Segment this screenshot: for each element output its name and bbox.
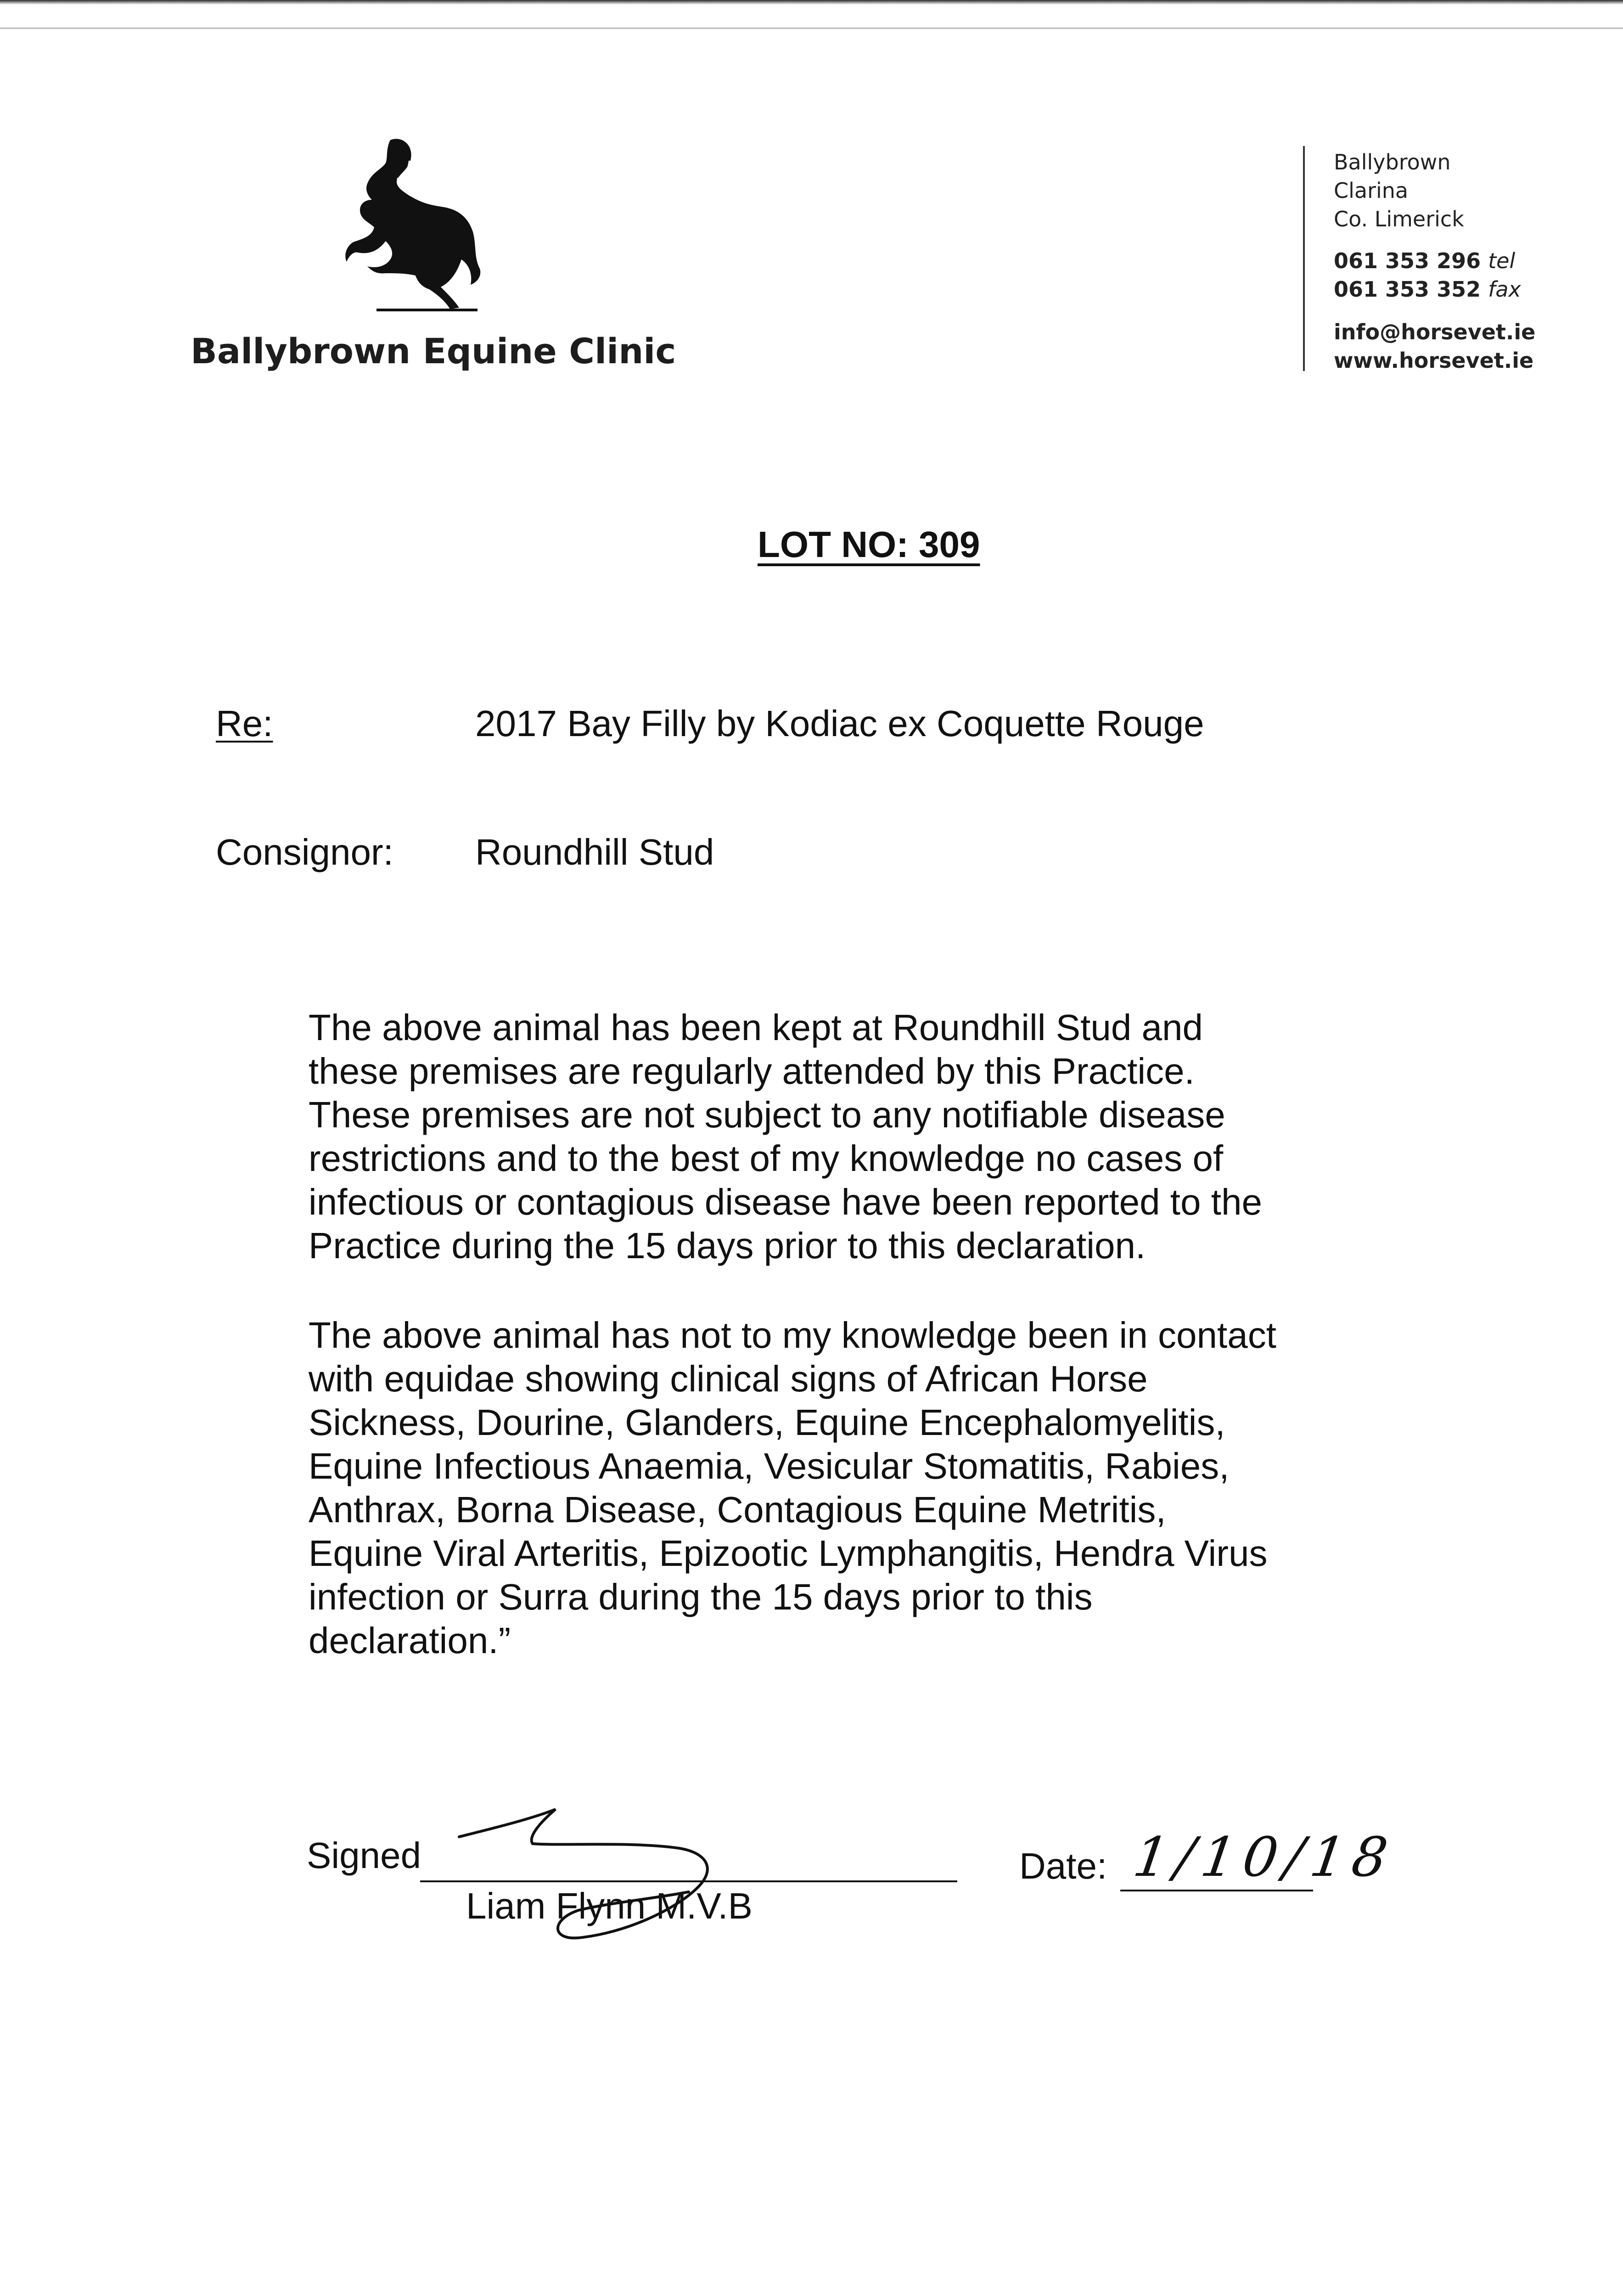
fax-line — [1334, 279, 1521, 300]
address-line-2: Clarina — [1334, 178, 1409, 203]
handwritten-signature-icon — [441, 1800, 771, 1956]
re-label: Re: — [216, 703, 273, 744]
re-value: 2017 Bay Filly by Kodiac ex Coquette Rouge — [475, 703, 1204, 744]
tel-line — [1334, 250, 1515, 271]
tel-number: 061 353 296 — [1334, 248, 1481, 273]
contact-divider — [1303, 146, 1305, 371]
tel-label: tel — [1488, 248, 1516, 273]
scan-edge-line — [0, 28, 1623, 29]
scan-edge-top — [0, 0, 1623, 5]
consignor-label: Consignor: — [216, 832, 393, 872]
clinic-name: Ballybrown Equine Clinic — [191, 331, 676, 371]
date-label: Date: — [1019, 1846, 1107, 1886]
rearing-horse-logo-icon — [321, 135, 496, 315]
address-line-1: Ballybrown — [1334, 150, 1451, 174]
website[interactable]: www.horsevet.ie — [1334, 348, 1534, 373]
address-line-3: Co. Limerick — [1334, 207, 1464, 231]
consignor-value: Roundhill Stud — [475, 832, 714, 872]
fax-label: fax — [1488, 277, 1521, 302]
date-line — [1120, 1890, 1313, 1891]
declaration-paragraph-2: The above animal has not to my knowledge been in contact with equidae showing clinical signs of African Horse Sickness, Dourine, Glanders, Equine Encephalomyelitis, Equine Infectious Anaemia, Vesicular Stomatitis, Rabies, Anthrax, Borna Disease, Contagious Equine Metritis, Equine Viral Arteritis, Epizootic Lymphangitis, Hendra Virus infection or Surra during the 15 days prior to this declaration.” — [309, 1315, 1276, 1661]
email[interactable]: info@horsevet.ie — [1334, 320, 1536, 344]
declaration-paragraph-1: The above animal has been kept at Roundhill Stud and these premises are regularly attended by this Practice. These premises are not subject to any notifiable disease restrictions and to the best of my knowledge no cases of infectious or contagious disease have been reported to the Practice during the 15 days prior to this declaration. — [309, 1007, 1262, 1266]
signed-label: Signed — [307, 1835, 421, 1876]
fax-number: 061 353 352 — [1334, 277, 1481, 302]
handwritten-date: 1/10/18 — [1129, 1825, 1399, 1889]
lot-number-title: LOT NO: 309 — [758, 524, 980, 565]
signer-name: Liam Flynn M.V.B — [466, 1885, 753, 1926]
